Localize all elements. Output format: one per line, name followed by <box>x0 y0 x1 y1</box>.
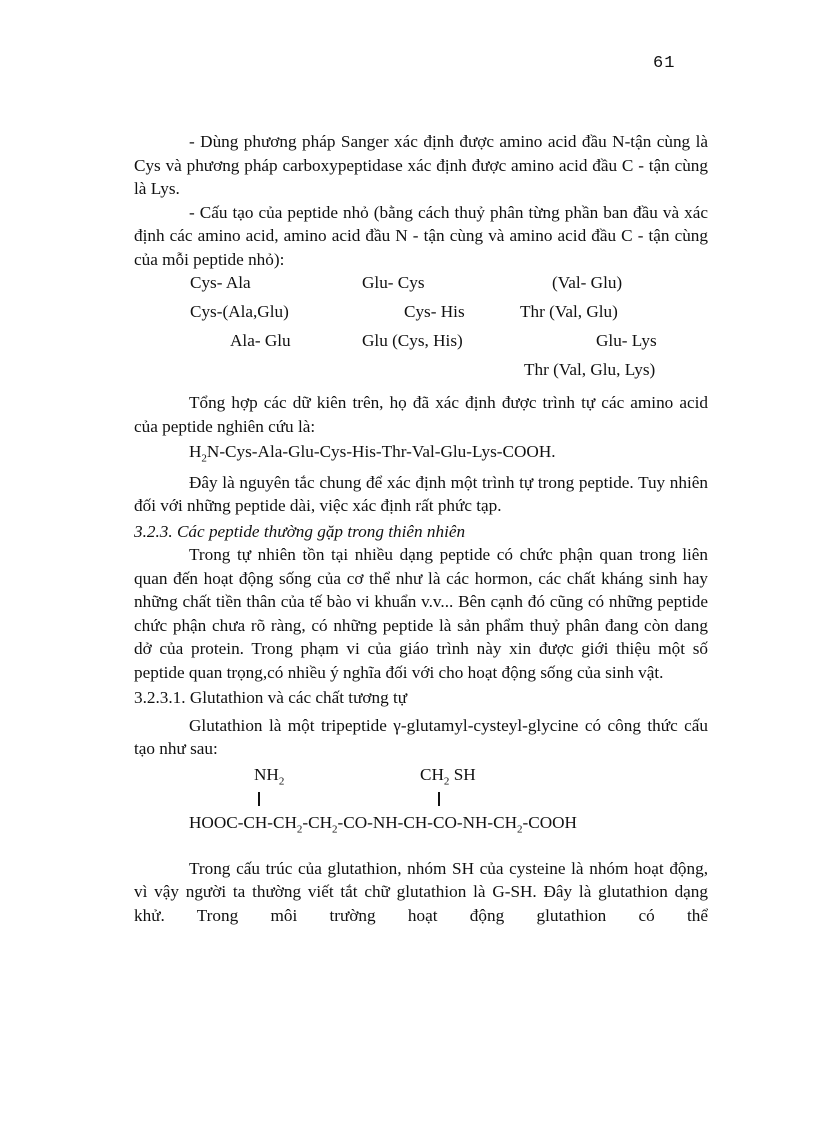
subsection-heading: 3.2.3.1. Glutathion và các chất tương tự <box>134 688 408 708</box>
fragment: Glu- Lys <box>596 331 657 350</box>
fragment: Cys-(Ala,Glu) <box>190 302 289 321</box>
fragment: Thr (Val, Glu, Lys) <box>524 360 656 379</box>
paragraph-principle: Đây là nguyên tắc chung để xác định một trình tự trong peptide. Tuy nhiên đối với những peptide dài, việc xác định rất phức tạp. <box>134 472 708 516</box>
paragraph-summary: Tổng hợp các dữ kiên trên, họ đã xác định được trình tự các amino acid của peptide nghiên cứu là: <box>134 393 708 436</box>
fragment: Cys- His <box>404 302 465 321</box>
bond-line <box>438 792 440 806</box>
page-number: 61 <box>653 54 676 73</box>
fragment: Thr (Val, Glu) <box>520 302 618 321</box>
paragraph-nature: Trong tự nhiên tồn tại nhiều dạng peptide có chức phận quan trong liên quan đến hoạt động sống của cơ thể như là các hormon, các chất kháng sinh hay những chất tiền thân của tế bào vi khuẩn v.v... Bên cạnh đó cũng có những peptide chức phận chưa rõ ràng, có những peptide là sản phẩm thuỷ phân đang còn dang dở của protein. Trong phạm vi của giáo trình này xin được giới thiệu một số peptide quan trọng,có nhiều ý nghĩa đối với cho hoạt động sống của sinh vật. <box>134 545 708 682</box>
section-heading: 3.2.3. Các peptide thường gặp trong thiên nhiên <box>134 521 466 541</box>
fragment: Cys- Ala <box>190 273 251 292</box>
amino-group: $NH_2$ <box>254 764 285 788</box>
glutathion-chain: HOOC-$CH-CH_2-CH_2-CO-NH-CH-CO-NH-CH_2$-COOH <box>189 812 577 836</box>
fragment: (Val- Glu) <box>552 273 623 292</box>
page-body <box>134 130 708 927</box>
paragraph-sanger: - Dùng phương pháp Sanger xác định được amino acid đầu N-tận cùng là Cys và phương pháp carboxypeptidase xác định được amino acid đầu C - tận cùng là Lys. <box>134 132 708 198</box>
thiol-group: $CH_2$ SH <box>420 764 476 788</box>
peptide-sequence: $H_2N-Cys-Ala-Glu-Cys-His-Thr-Val-Glu-Lys$-COOH. <box>189 442 556 465</box>
fragment: Glu- Cys <box>362 273 425 292</box>
glutathion-structure <box>134 763 708 839</box>
bond-line <box>258 792 260 806</box>
paragraph-small-peptides: - Cấu tạo của peptide nhỏ (bằng cách thuỷ phân từng phần ban đầu và xác định các amino acid, amino acid đầu N - tận cùng và amino acid đầu C - tận cùng của mỗi peptide nhỏ): <box>134 202 708 269</box>
paragraph-glutathion-active: Trong cấu trúc của glutathion, nhóm SH của cysteine là nhóm hoạt động, vì vậy người ta thường viết tắt chữ glutathion là G-SH. Đây là glutathion dạng khử. Trong môi trường hoạt động glutathion có thể <box>134 858 708 925</box>
fragment: Glu (Cys, His) <box>362 331 463 350</box>
fragment: Ala- Glu <box>230 331 291 350</box>
peptide-fragment-grid <box>134 271 708 391</box>
paragraph-glutathion-intro: Glutathion là một tripeptide γ-glutamyl-cysteyl-glycine có công thức cấu tạo như sau: <box>134 715 708 759</box>
